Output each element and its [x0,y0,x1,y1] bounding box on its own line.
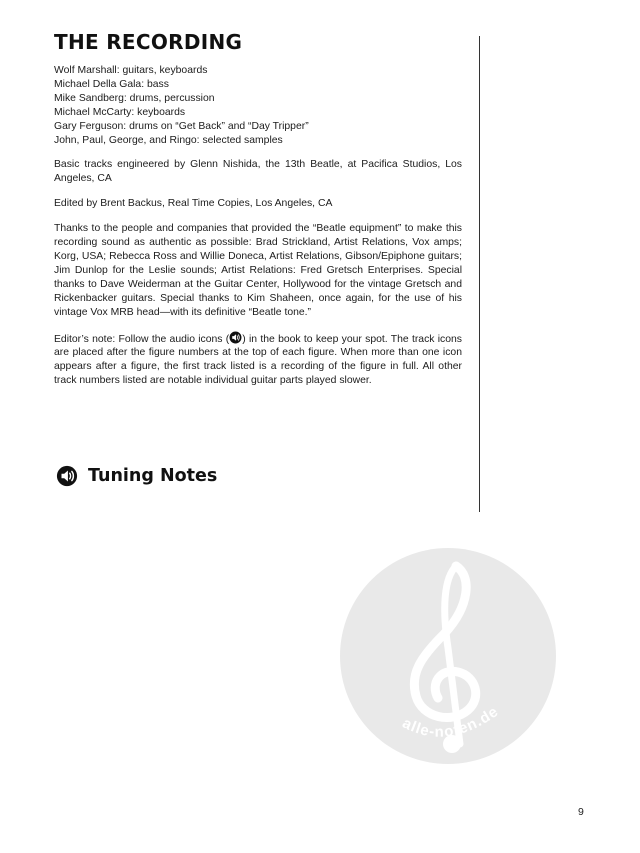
editors-note-paragraph [54,331,462,389]
editors-note-text-start: Editor’s note: Follow the audio icons ( [54,333,230,345]
thanks-paragraph: Thanks to the people and companies that provided the “Beatle equipment” to make this recording sound as authentic as possible: Brad Strickland, Artist Relations, Vox amps; Korg, USA; Rebecca Ross and Willie Doneca, Artist Relations, Gibson/Epiphone guitars; Jim Dunlop for the Leslie sounds; Artist Relations: Fred Gretsch Enterprises. Special thanks to Dave Weiderman at the Guitar Center, Hollywood for the vintage Gretsch and Rickenbacker guitars. Special thanks to Kim Shaheen, once again, for the use of his vintage Vox MRB head—with its definitive “Beatle tone.” [54,223,462,318]
body-text [54,64,462,399]
watermark-text: alle-noten.de [399,702,502,741]
credit-line: Michael Della Gala: bass [54,78,169,90]
tuning-notes-heading [56,465,217,487]
credit-line: Wolf Marshall: guitars, keyboards [54,65,208,76]
tuning-notes-title: Tuning Notes [88,466,218,486]
editors-note-text-end: ) in the book to keep your spot. The track icons are placed after the figure numbers at the top of each figure. When more than one icon appears after a figure, the first track listed is a recording of the figure in full. All other track numbers listed are notable individual guitar parts played slower. [54,333,462,387]
credit-line: John, Paul, George, and Ringo: selected samples [54,134,283,146]
credit-line: Gary Ferguson: drums on “Get Back” and “Day Tripper” [54,120,309,132]
page-title: THE RECORDING [54,30,243,54]
page-number: 9 [578,806,584,818]
column-rule [479,36,480,512]
speaker-icon [229,331,242,344]
treble-clef-icon [340,548,556,764]
editing-paragraph: Edited by Brent Backus, Real Time Copies, Los Angeles, CA [54,198,333,210]
speaker-icon [56,465,78,487]
credit-line: Mike Sandberg: drums, percussion [54,92,215,104]
engineering-paragraph: Basic tracks engineered by Glenn Nishida, the 13th Beatle, at Pacifica Studios, Los Angeles, CA [54,159,462,185]
credits-list [54,64,462,147]
credit-line: Michael McCarty: keyboards [54,106,186,118]
